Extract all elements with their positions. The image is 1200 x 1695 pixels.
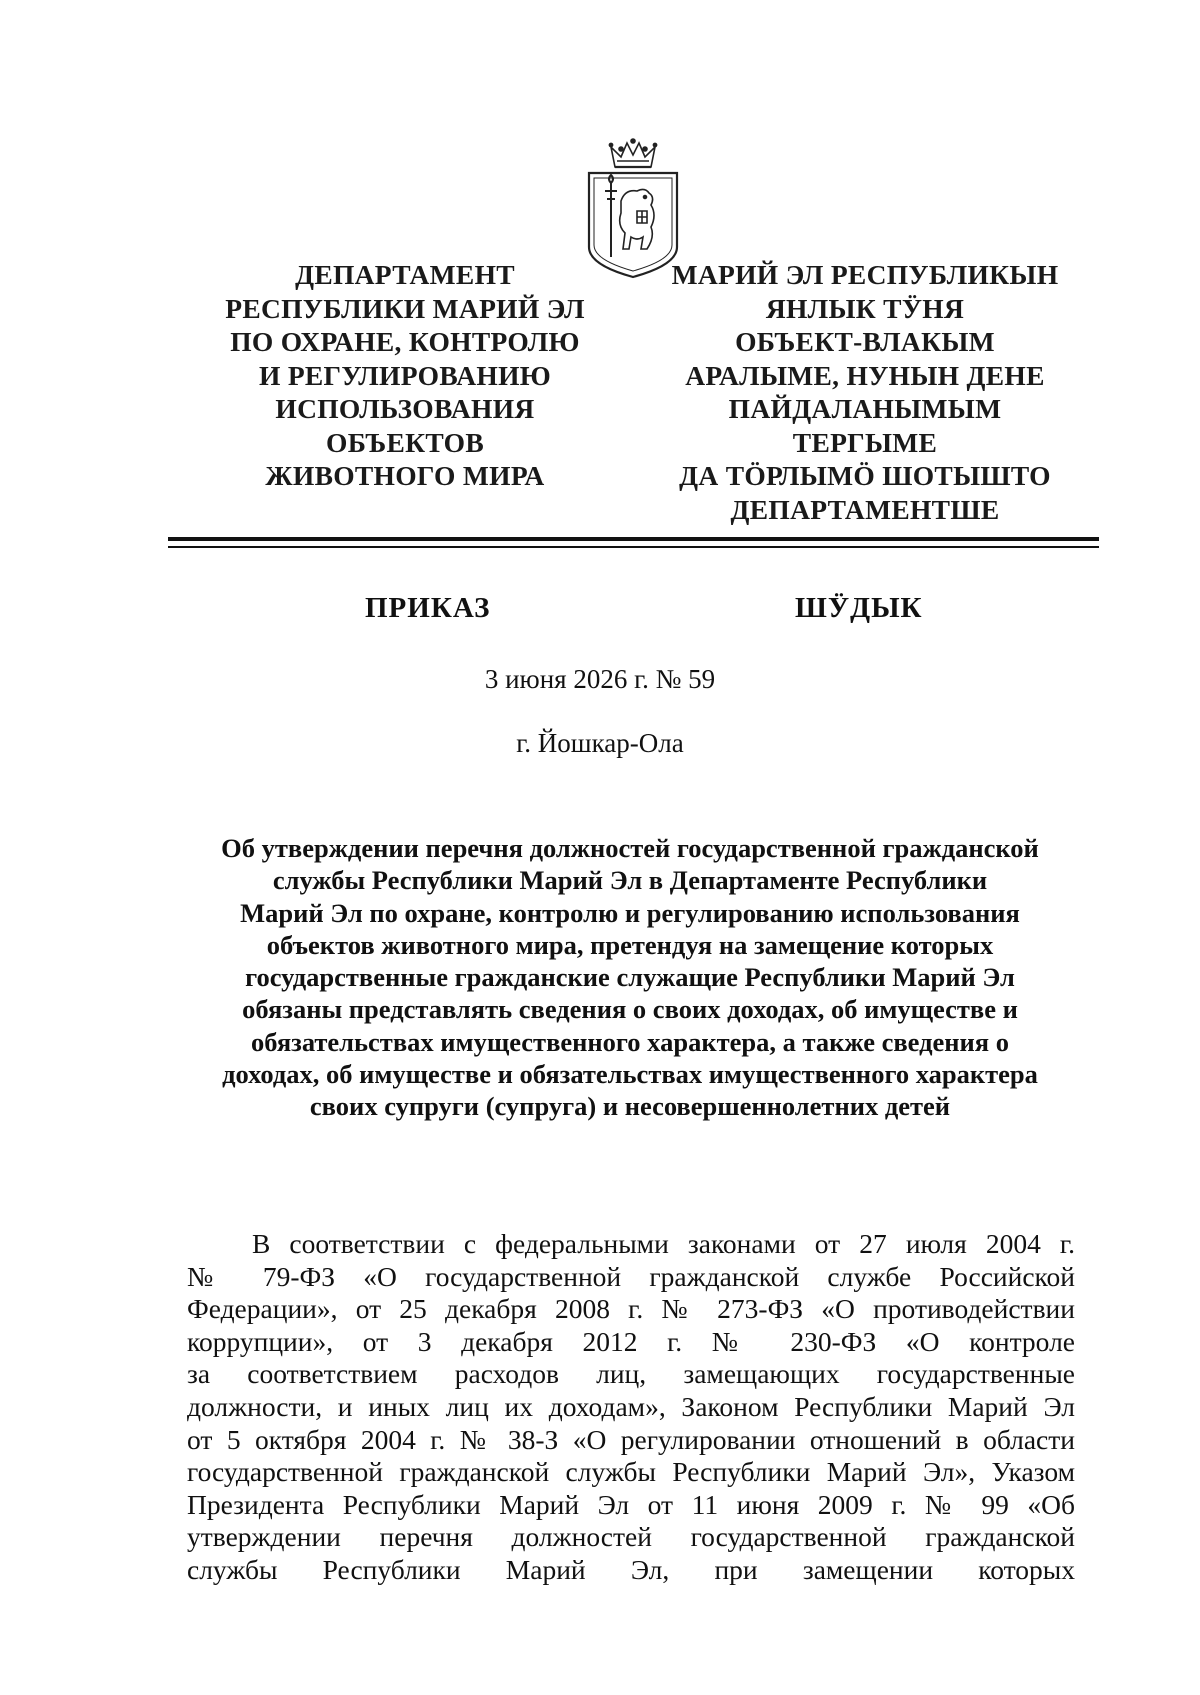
header-left-line: И РЕГУЛИРОВАНИЮ: [258, 359, 552, 391]
header-divider-thin: [168, 546, 1099, 548]
body-line: Президента Республики Марий Эл от 11 июня 2009 г. № 99 «Об: [187, 1488, 1075, 1520]
title-line: обязаны представлять сведения о своих доходах, об имуществе и: [242, 994, 1018, 1025]
header-right-line: ОБЪЕКТ-ВЛАКЫМ: [735, 326, 995, 357]
header-left-line: ПО ОХРАНЕ, КОНТРОЛЮ: [230, 326, 580, 357]
body-line: коррупции», от 3 декабря 2012 г. № 230-ФЗ «О контроле: [187, 1325, 1075, 1357]
title-line: службы Республики Марий Эл в Департаменте Республики: [272, 865, 988, 896]
title-line: доходах, об имуществе и обязательствах имущественного характера: [222, 1059, 1038, 1090]
header-left-line: ИСПОЛЬЗОВАНИЯ: [275, 393, 535, 424]
header-right-line: ДЕПАРТАМЕНТШЕ: [730, 493, 1000, 525]
header-right-line: АРАЛЫМЕ, НУНЫН ДЕНЕ: [685, 359, 1045, 391]
body-line: Федерации», от 25 декабря 2008 г. № 273-ФЗ «О противодействии: [187, 1293, 1075, 1325]
header-left-line: ДЕПАРТАМЕНТ: [295, 259, 515, 290]
body-line: службы Республики Марий Эл, при замещении которых: [187, 1553, 1075, 1585]
document-body: [187, 1228, 1075, 1587]
body-line: государственной гражданской службы Республики Марий Эл», Указом: [187, 1456, 1075, 1488]
header-left-line: ЖИВОТНОГО МИРА: [265, 460, 545, 491]
header-left-department-name: [200, 258, 610, 493]
title-line: объектов животного мира, претендуя на замещение которых: [266, 929, 994, 960]
title-line: обязательствах имущественного характера, а также сведения о: [251, 1026, 1009, 1057]
header-right-line: ДА ТӦРЛЫМӦ ШОТЫШТО: [679, 460, 1051, 491]
body-line: утверждении перечня должностей государственной гражданской: [187, 1521, 1075, 1553]
header-left-line: ОБЪЕКТОВ: [326, 426, 484, 458]
doc-type-left: ПРИКАЗ: [365, 592, 491, 624]
body-line: должности, и иных лиц их доходам», Законом Республики Марий Эл: [187, 1390, 1075, 1422]
header-right-line: ПАЙДАЛАНЫМЫМ: [728, 393, 1002, 424]
body-line: за соответствием расходов лиц, замещающих государственные: [187, 1358, 1075, 1390]
doc-type-right: ШӰДЫК: [795, 592, 923, 624]
header-divider-thick: [168, 537, 1099, 541]
title-line: своих супруги (супруга) и несовершеннолетних детей: [309, 1091, 951, 1122]
body-line: № 79-ФЗ «О государственной гражданской службе Российской: [187, 1260, 1075, 1292]
header-left-line: РЕСПУБЛИКИ МАРИЙ ЭЛ: [225, 292, 585, 324]
body-line: от 5 октября 2004 г. № 38-З «О регулировании отношений в области: [187, 1423, 1075, 1455]
header-right-line: ЯНЛЫК ТӰНЯ: [765, 292, 965, 324]
title-line: Об утверждении перечня должностей государственной гражданской: [221, 833, 1039, 863]
document-date-number: 3 июня 2026 г. № 59: [484, 664, 716, 694]
header-right-line: ТЕРГЫМЕ: [792, 426, 938, 458]
title-line: государственные гражданские служащие Республики Марий Эл: [245, 962, 1015, 993]
document-city: г. Йошкар-Ола: [516, 728, 684, 758]
header-right-line: МАРИЙ ЭЛ РЕСПУБЛИКЫН: [671, 259, 1059, 290]
document-title: [180, 832, 1080, 1123]
header-right-department-name: [655, 258, 1075, 526]
title-line: Марий Эл по охране, контролю и регулированию использования: [240, 897, 1020, 928]
body-line: В соответствии с федеральными законами от 27 июля 2004 г.: [252, 1228, 1075, 1259]
